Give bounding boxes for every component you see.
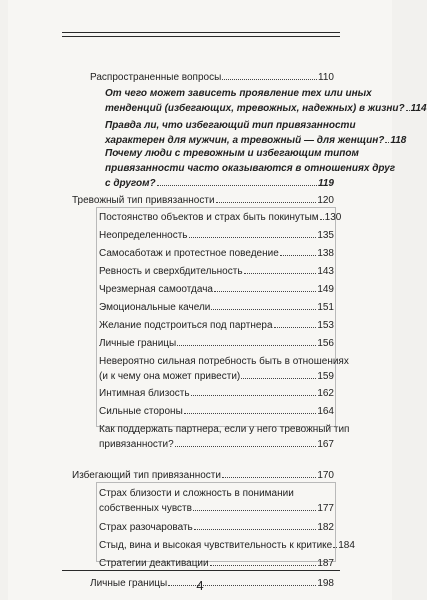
toc-entry: Почему люди с тревожным и избегающим типом привязанности часто оказываются в отношениях друг с другом? 119 (105, 148, 396, 189)
toc-entry: Стратегии деактивации 187 (99, 558, 334, 569)
toc-entry: Правда ли, что избегающий тип привязанности характерен для мужчин, а тревожный — для женщин? 118 (105, 120, 407, 146)
toc-entry: Сильные стороны 164 (99, 406, 334, 417)
toc-entry: Интимная близость 162 (99, 388, 334, 399)
toc-entry: От чего может зависеть проявление тех или иных тенденций (избегающих, тревожных, надежных) в жизни? 114 (105, 88, 427, 114)
toc-entry: Желание подстроиться под партнера 153 (99, 320, 334, 331)
toc-entry: Личные границы 198 (90, 578, 334, 589)
toc-entry: Неопределенность 135 (99, 230, 334, 241)
toc-entry: Как поддержать партнера, если у него тревожный тип привязанности? 167 (99, 424, 350, 450)
toc-section: Тревожный тип привязанности 120 (72, 195, 334, 206)
toc-entry: Распространенные вопросы 110 (90, 72, 334, 83)
page-number: 4 (196, 578, 204, 593)
toc-entry: Эмоциональные качели 151 (99, 302, 334, 313)
toc-entry: Чрезмерная самоотдача 149 (99, 284, 334, 295)
toc-entry: Постоянство объектов и страх быть покинутым 130 (99, 212, 342, 223)
header-rule (62, 32, 340, 33)
toc-entry: Самосаботаж и протестное поведение 138 (99, 248, 334, 259)
toc-entry: Ревность и сверхбдительность 143 (99, 266, 334, 277)
toc-entry: Невероятно сильная потребность быть в отношениях (и к чему она может привести) 159 (99, 356, 349, 382)
toc-entry: Стыд, вина и высокая чувствительность к критике 184 (99, 540, 355, 551)
toc-entry: Страх близости и сложность в понимании собственных чувств 177 (99, 488, 334, 514)
footer-rule (62, 570, 340, 571)
toc-entry: Страх разочаровать 182 (99, 522, 334, 533)
toc-entry: Личные границы 156 (99, 338, 334, 349)
header-rule-thin (62, 36, 340, 37)
toc-section: Избегающий тип привязанности 170 (72, 470, 334, 481)
